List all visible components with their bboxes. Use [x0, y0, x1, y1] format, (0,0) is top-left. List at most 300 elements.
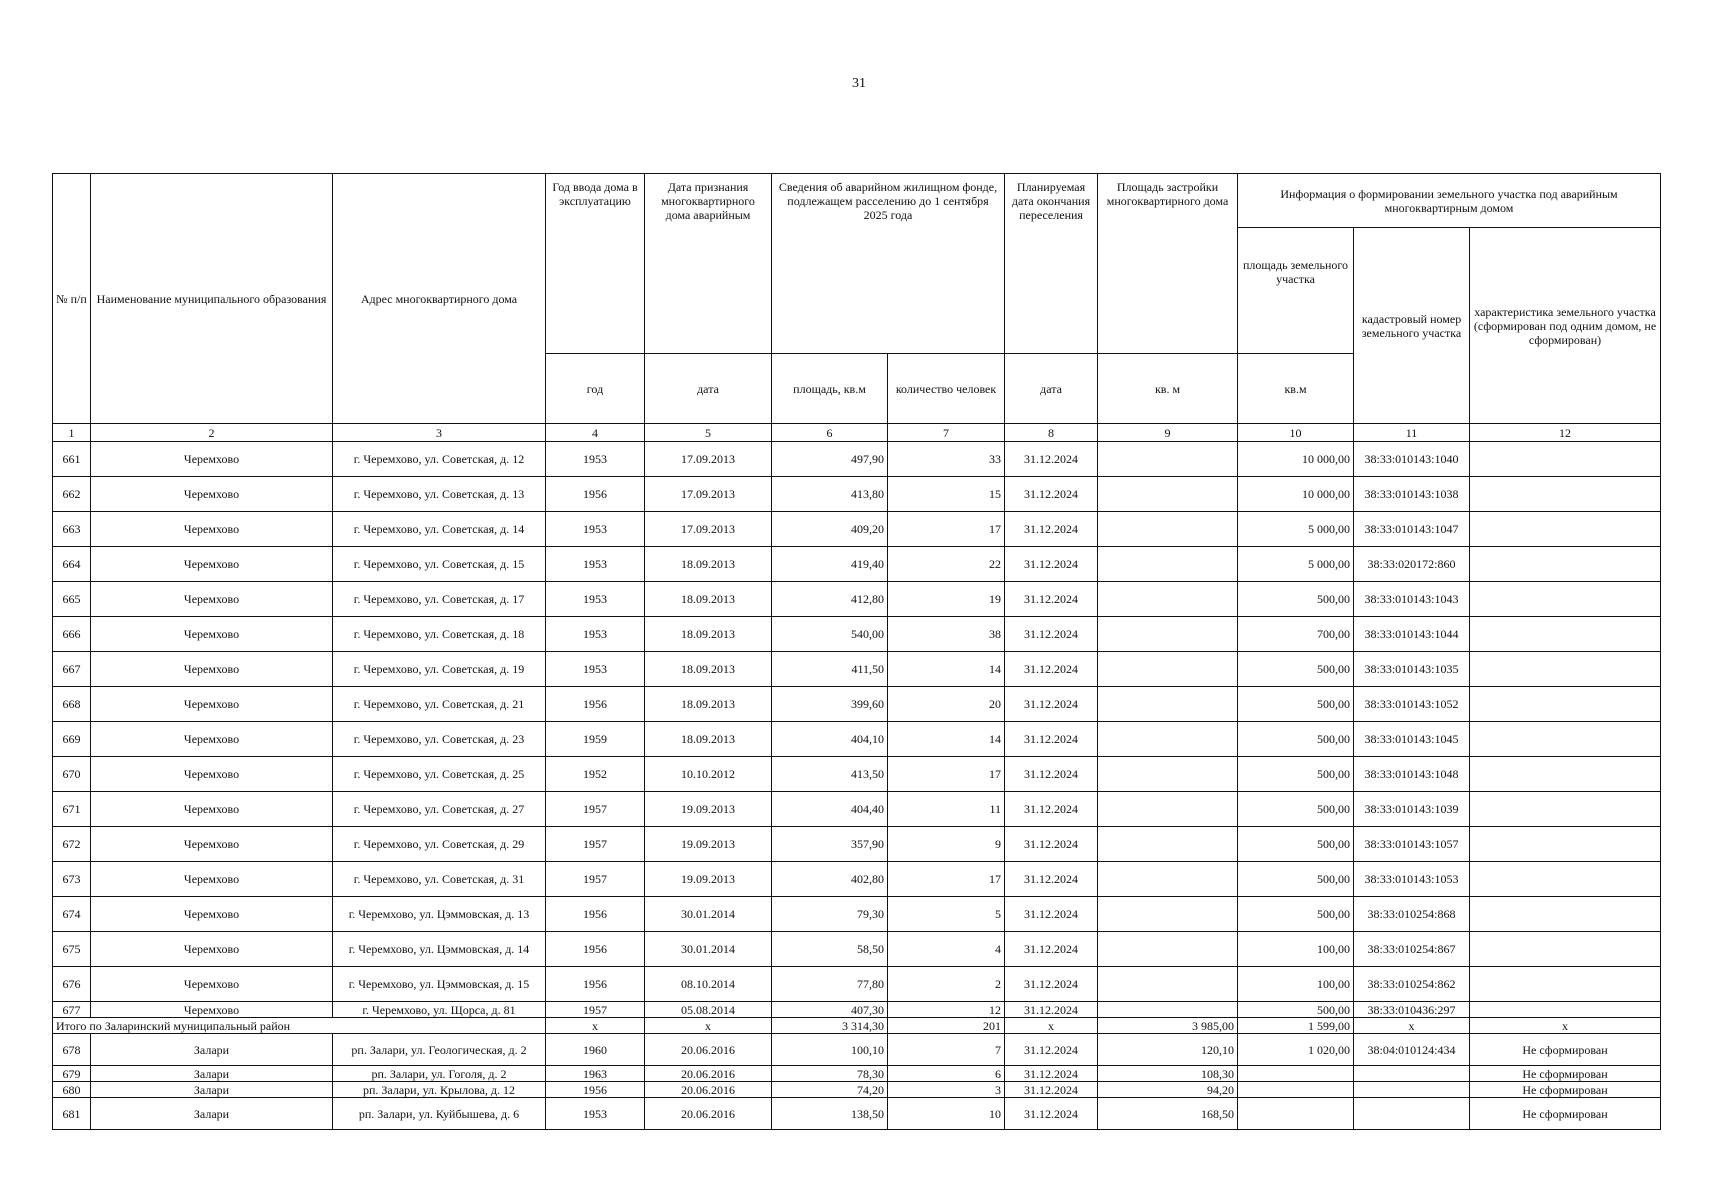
- cell-land-area: 500,00: [1238, 582, 1354, 617]
- cell-land-area: 500,00: [1238, 897, 1354, 932]
- cell-characteristic: [1470, 442, 1661, 477]
- header-year-commissioned: Год ввода дома в эксплуатацию: [546, 174, 645, 354]
- unit-end-date: дата: [1005, 354, 1098, 424]
- cell-municipality: Залари: [91, 1066, 333, 1082]
- cell-municipality: Черемхово: [91, 932, 333, 967]
- cell-people: 20: [888, 687, 1005, 722]
- header-number: № п/п: [53, 174, 91, 424]
- cell-end-date: 31.12.2024: [1005, 897, 1098, 932]
- cell-end-date: 31.12.2024: [1005, 652, 1098, 687]
- total-label: Итого по Заларинский муниципальный район: [53, 1018, 546, 1034]
- table-row: [53, 1066, 1661, 1082]
- table-row: [53, 652, 1661, 687]
- cell-area: 407,30: [772, 1002, 888, 1018]
- total-row: [53, 1018, 1661, 1034]
- cell-people: 14: [888, 722, 1005, 757]
- cell-address: г. Черемхово, ул. Цэммовская, д. 14: [333, 932, 546, 967]
- cell-building-area: [1098, 897, 1238, 932]
- cell-cadastral: 38:04:010124:434: [1354, 1034, 1470, 1066]
- cell-land-area: 500,00: [1238, 722, 1354, 757]
- cell-cadastral: 38:33:020172:860: [1354, 547, 1470, 582]
- cell-number: 673: [53, 862, 91, 897]
- cell-number: 668: [53, 687, 91, 722]
- column-number: 2: [91, 424, 333, 442]
- cell-people: 17: [888, 512, 1005, 547]
- unit-land-sqm: кв.м: [1238, 354, 1354, 424]
- cell-address: г. Черемхово, ул. Цэммовская, д. 15: [333, 967, 546, 1002]
- cell-address: рп. Залари, ул. Геологическая, д. 2: [333, 1034, 546, 1066]
- cell-municipality: Черемхово: [91, 442, 333, 477]
- cell-building-area: [1098, 967, 1238, 1002]
- cell-characteristic: [1470, 897, 1661, 932]
- cell-number: 661: [53, 442, 91, 477]
- cell-year: 1956: [546, 477, 645, 512]
- cell-people: 7: [888, 1034, 1005, 1066]
- cell-municipality: Черемхово: [91, 722, 333, 757]
- cell-area: 357,90: [772, 827, 888, 862]
- table-row: [53, 617, 1661, 652]
- total-year: x: [546, 1018, 645, 1034]
- cell-cadastral: 38:33:010436:297: [1354, 1002, 1470, 1018]
- cell-municipality: Черемхово: [91, 652, 333, 687]
- cell-land-area: 500,00: [1238, 1002, 1354, 1018]
- header-planned-end-date: Планируемая дата окончания переселения: [1005, 174, 1098, 354]
- cell-year: 1953: [546, 442, 645, 477]
- cell-cadastral: 38:33:010143:1035: [1354, 652, 1470, 687]
- cell-building-area: [1098, 827, 1238, 862]
- table-row: [53, 1002, 1661, 1018]
- column-numbers-row: [53, 424, 1661, 442]
- cell-end-date: 31.12.2024: [1005, 862, 1098, 897]
- cell-end-date: 31.12.2024: [1005, 827, 1098, 862]
- cell-building-area: [1098, 652, 1238, 687]
- cell-people: 6: [888, 1066, 1005, 1082]
- cell-number: 672: [53, 827, 91, 862]
- cell-characteristic: [1470, 652, 1661, 687]
- cell-year: 1957: [546, 827, 645, 862]
- header-emergency-fund-info: Сведения об аварийном жилищном фонде, подлежащем расселению до 1 сентября 2025 года: [772, 174, 1005, 354]
- cell-municipality: Черемхово: [91, 687, 333, 722]
- cell-address: г. Черемхово, ул. Советская, д. 27: [333, 792, 546, 827]
- cell-characteristic: [1470, 617, 1661, 652]
- cell-date: 20.06.2016: [645, 1034, 772, 1066]
- cell-people: 10: [888, 1098, 1005, 1130]
- cell-date: 18.09.2013: [645, 687, 772, 722]
- cell-cadastral: 38:33:010254:867: [1354, 932, 1470, 967]
- header-date-recognized: Дата признания многоквартирного дома аварийным: [645, 174, 772, 354]
- cell-date: 08.10.2014: [645, 967, 772, 1002]
- cell-area: 77,80: [772, 967, 888, 1002]
- page-number: 31: [852, 76, 866, 91]
- unit-date: дата: [645, 354, 772, 424]
- cell-area: 138,50: [772, 1098, 888, 1130]
- cell-municipality: Черемхово: [91, 512, 333, 547]
- column-number: 10: [1238, 424, 1354, 442]
- cell-land-area: 500,00: [1238, 862, 1354, 897]
- cell-building-area: [1098, 582, 1238, 617]
- column-number: 8: [1005, 424, 1098, 442]
- cell-end-date: 31.12.2024: [1005, 617, 1098, 652]
- cell-building-area: [1098, 757, 1238, 792]
- cell-people: 9: [888, 827, 1005, 862]
- cell-land-area: 500,00: [1238, 652, 1354, 687]
- total-date: x: [645, 1018, 772, 1034]
- cell-cadastral: 38:33:010143:1057: [1354, 827, 1470, 862]
- cell-year: 1956: [546, 1082, 645, 1098]
- cell-end-date: 31.12.2024: [1005, 687, 1098, 722]
- table-row: [53, 1098, 1661, 1130]
- cell-municipality: Черемхово: [91, 862, 333, 897]
- cell-cadastral: 38:33:010143:1048: [1354, 757, 1470, 792]
- cell-number: 667: [53, 652, 91, 687]
- cell-characteristic: [1470, 792, 1661, 827]
- cell-people: 15: [888, 477, 1005, 512]
- cell-land-area: 500,00: [1238, 757, 1354, 792]
- cell-municipality: Черемхово: [91, 477, 333, 512]
- cell-characteristic: Не сформирован: [1470, 1066, 1661, 1082]
- cell-municipality: Черемхово: [91, 1002, 333, 1018]
- header-building-area: Площадь застройки многоквартирного дома: [1098, 174, 1238, 354]
- cell-end-date: 31.12.2024: [1005, 1066, 1098, 1082]
- cell-number: 664: [53, 547, 91, 582]
- cell-characteristic: [1470, 967, 1661, 1002]
- cell-address: г. Черемхово, ул. Цэммовская, д. 13: [333, 897, 546, 932]
- cell-number: 662: [53, 477, 91, 512]
- cell-area: 100,10: [772, 1034, 888, 1066]
- cell-address: рп. Залари, ул. Крылова, д. 12: [333, 1082, 546, 1098]
- cell-date: 17.09.2013: [645, 512, 772, 547]
- cell-area: 74,20: [772, 1082, 888, 1098]
- total-end: x: [1005, 1018, 1098, 1034]
- column-number: 12: [1470, 424, 1661, 442]
- cell-cadastral: [1354, 1082, 1470, 1098]
- cell-address: г. Черемхово, ул. Советская, д. 17: [333, 582, 546, 617]
- total-people: 201: [888, 1018, 1005, 1034]
- column-number: 5: [645, 424, 772, 442]
- cell-land-area: 5 000,00: [1238, 547, 1354, 582]
- cell-area: 404,10: [772, 722, 888, 757]
- cell-municipality: Черемхово: [91, 582, 333, 617]
- cell-date: 17.09.2013: [645, 477, 772, 512]
- cell-land-area: 100,00: [1238, 967, 1354, 1002]
- cell-cadastral: 38:33:010143:1052: [1354, 687, 1470, 722]
- cell-characteristic: [1470, 862, 1661, 897]
- cell-year: 1963: [546, 1066, 645, 1082]
- cell-cadastral: 38:33:010143:1045: [1354, 722, 1470, 757]
- table-row: [53, 862, 1661, 897]
- cell-number: 676: [53, 967, 91, 1002]
- cell-municipality: Черемхово: [91, 617, 333, 652]
- cell-address: рп. Залари, ул. Гоголя, д. 2: [333, 1066, 546, 1082]
- cell-land-area: 500,00: [1238, 827, 1354, 862]
- cell-date: 20.06.2016: [645, 1082, 772, 1098]
- cell-area: 399,60: [772, 687, 888, 722]
- cell-year: 1956: [546, 967, 645, 1002]
- cell-address: г. Черемхово, ул. Советская, д. 14: [333, 512, 546, 547]
- cell-characteristic: [1470, 827, 1661, 862]
- cell-land-area: 700,00: [1238, 617, 1354, 652]
- cell-year: 1957: [546, 1002, 645, 1018]
- cell-address: г. Черемхово, ул. Советская, д. 29: [333, 827, 546, 862]
- cell-municipality: Черемхово: [91, 792, 333, 827]
- cell-number: 677: [53, 1002, 91, 1018]
- cell-date: 18.09.2013: [645, 582, 772, 617]
- cell-people: 17: [888, 862, 1005, 897]
- cell-area: 540,00: [772, 617, 888, 652]
- cell-building-area: 94,20: [1098, 1082, 1238, 1098]
- cell-number: 680: [53, 1082, 91, 1098]
- cell-date: 30.01.2014: [645, 932, 772, 967]
- cell-area: 78,30: [772, 1066, 888, 1082]
- header-land-plot-info: Информация о формировании земельного участка под аварийным многоквартирным домом: [1238, 174, 1661, 228]
- cell-people: 4: [888, 932, 1005, 967]
- cell-municipality: Черемхово: [91, 967, 333, 1002]
- cell-cadastral: [1354, 1098, 1470, 1130]
- cell-cadastral: 38:33:010254:868: [1354, 897, 1470, 932]
- column-number: 9: [1098, 424, 1238, 442]
- cell-date: 30.01.2014: [645, 897, 772, 932]
- cell-address: рп. Залари, ул. Куйбышева, д. 6: [333, 1098, 546, 1130]
- cell-year: 1953: [546, 1098, 645, 1130]
- header-address: Адрес многоквартирного дома: [333, 174, 546, 424]
- cell-year: 1956: [546, 897, 645, 932]
- table-row: [53, 442, 1661, 477]
- cell-end-date: 31.12.2024: [1005, 477, 1098, 512]
- cell-end-date: 31.12.2024: [1005, 442, 1098, 477]
- cell-year: 1956: [546, 687, 645, 722]
- cell-year: 1957: [546, 862, 645, 897]
- cell-cadastral: 38:33:010254:862: [1354, 967, 1470, 1002]
- cell-year: 1953: [546, 652, 645, 687]
- cell-end-date: 31.12.2024: [1005, 1098, 1098, 1130]
- cell-address: г. Черемхово, ул. Советская, д. 31: [333, 862, 546, 897]
- cell-land-area: 1 020,00: [1238, 1034, 1354, 1066]
- cell-date: 19.09.2013: [645, 862, 772, 897]
- cell-building-area: [1098, 932, 1238, 967]
- cell-building-area: [1098, 442, 1238, 477]
- table-row: [53, 967, 1661, 1002]
- unit-year: год: [546, 354, 645, 424]
- cell-characteristic: [1470, 512, 1661, 547]
- emergency-housing-table: [52, 173, 1661, 1130]
- cell-people: 3: [888, 1082, 1005, 1098]
- table-row: [53, 477, 1661, 512]
- cell-end-date: 31.12.2024: [1005, 547, 1098, 582]
- cell-building-area: [1098, 512, 1238, 547]
- cell-people: 38: [888, 617, 1005, 652]
- cell-number: 675: [53, 932, 91, 967]
- cell-characteristic: Не сформирован: [1470, 1098, 1661, 1130]
- cell-address: г. Черемхово, ул. Советская, д. 19: [333, 652, 546, 687]
- cell-number: 663: [53, 512, 91, 547]
- cell-people: 5: [888, 897, 1005, 932]
- cell-end-date: 31.12.2024: [1005, 1082, 1098, 1098]
- cell-cadastral: 38:33:010143:1040: [1354, 442, 1470, 477]
- cell-number: 666: [53, 617, 91, 652]
- cell-municipality: Залари: [91, 1082, 333, 1098]
- total-build: 3 985,00: [1098, 1018, 1238, 1034]
- cell-characteristic: Не сформирован: [1470, 1082, 1661, 1098]
- total-cad: x: [1354, 1018, 1470, 1034]
- table-row: [53, 547, 1661, 582]
- cell-characteristic: [1470, 722, 1661, 757]
- table-body: [53, 442, 1661, 1130]
- cell-cadastral: 38:33:010143:1043: [1354, 582, 1470, 617]
- cell-number: 678: [53, 1034, 91, 1066]
- cell-area: 413,80: [772, 477, 888, 512]
- cell-land-area: 10 000,00: [1238, 442, 1354, 477]
- cell-address: г. Черемхово, ул. Советская, д. 23: [333, 722, 546, 757]
- cell-characteristic: [1470, 687, 1661, 722]
- table-row: [53, 897, 1661, 932]
- cell-cadastral: 38:33:010143:1039: [1354, 792, 1470, 827]
- cell-people: 2: [888, 967, 1005, 1002]
- unit-people: количество человек: [888, 354, 1005, 424]
- cell-cadastral: 38:33:010143:1044: [1354, 617, 1470, 652]
- cell-address: г. Черемхово, ул. Советская, д. 12: [333, 442, 546, 477]
- cell-date: 10.10.2012: [645, 757, 772, 792]
- header-land-characteristic: характеристика земельного участка (сформирован под одним домом, не сформирован): [1470, 228, 1661, 424]
- table-row: [53, 1034, 1661, 1066]
- cell-year: 1956: [546, 932, 645, 967]
- cell-year: 1960: [546, 1034, 645, 1066]
- cell-number: 665: [53, 582, 91, 617]
- cell-number: 681: [53, 1098, 91, 1130]
- unit-building-sqm: кв. м: [1098, 354, 1238, 424]
- cell-building-area: 168,50: [1098, 1098, 1238, 1130]
- column-number: 6: [772, 424, 888, 442]
- cell-building-area: 120,10: [1098, 1034, 1238, 1066]
- cell-year: 1953: [546, 617, 645, 652]
- table-row: [53, 582, 1661, 617]
- cell-area: 497,90: [772, 442, 888, 477]
- cell-building-area: [1098, 722, 1238, 757]
- cell-area: 79,30: [772, 897, 888, 932]
- cell-building-area: [1098, 687, 1238, 722]
- cell-date: 19.09.2013: [645, 827, 772, 862]
- cell-cadastral: 38:33:010143:1047: [1354, 512, 1470, 547]
- cell-address: г. Черемхово, ул. Советская, д. 21: [333, 687, 546, 722]
- cell-year: 1953: [546, 582, 645, 617]
- cell-number: 679: [53, 1066, 91, 1082]
- table-header: [53, 174, 1661, 442]
- cell-date: 20.06.2016: [645, 1098, 772, 1130]
- cell-end-date: 31.12.2024: [1005, 757, 1098, 792]
- cell-land-area: 100,00: [1238, 932, 1354, 967]
- header-land-area: площадь земельного участка: [1238, 228, 1354, 354]
- cell-building-area: [1098, 547, 1238, 582]
- table-wrapper: [52, 173, 1660, 1130]
- cell-area: 419,40: [772, 547, 888, 582]
- cell-building-area: [1098, 862, 1238, 897]
- cell-address: г. Черемхово, ул. Щорса, д. 81: [333, 1002, 546, 1018]
- total-area: 3 314,30: [772, 1018, 888, 1034]
- cell-year: 1953: [546, 512, 645, 547]
- cell-land-area: 10 000,00: [1238, 477, 1354, 512]
- total-char: x: [1470, 1018, 1661, 1034]
- cell-end-date: 31.12.2024: [1005, 1002, 1098, 1018]
- cell-municipality: Черемхово: [91, 827, 333, 862]
- cell-date: 20.06.2016: [645, 1066, 772, 1082]
- cell-municipality: Залари: [91, 1098, 333, 1130]
- cell-building-area: [1098, 617, 1238, 652]
- cell-building-area: 108,30: [1098, 1066, 1238, 1082]
- table-row: [53, 512, 1661, 547]
- cell-end-date: 31.12.2024: [1005, 932, 1098, 967]
- cell-building-area: [1098, 477, 1238, 512]
- header-cadastral-number: кадастровый номер земельного участка: [1354, 228, 1470, 424]
- cell-end-date: 31.12.2024: [1005, 722, 1098, 757]
- cell-area: 411,50: [772, 652, 888, 687]
- cell-address: г. Черемхово, ул. Советская, д. 18: [333, 617, 546, 652]
- cell-date: 18.09.2013: [645, 617, 772, 652]
- column-number: 7: [888, 424, 1005, 442]
- cell-year: 1957: [546, 792, 645, 827]
- cell-building-area: [1098, 1002, 1238, 1018]
- cell-land-area: [1238, 1082, 1354, 1098]
- cell-land-area: [1238, 1098, 1354, 1130]
- cell-date: 18.09.2013: [645, 652, 772, 687]
- unit-area: площадь, кв.м: [772, 354, 888, 424]
- cell-area: 409,20: [772, 512, 888, 547]
- table-row: [53, 827, 1661, 862]
- cell-cadastral: 38:33:010143:1053: [1354, 862, 1470, 897]
- cell-characteristic: [1470, 1002, 1661, 1018]
- cell-date: 17.09.2013: [645, 442, 772, 477]
- cell-people: 19: [888, 582, 1005, 617]
- cell-end-date: 31.12.2024: [1005, 792, 1098, 827]
- cell-number: 669: [53, 722, 91, 757]
- table-row: [53, 722, 1661, 757]
- cell-characteristic: [1470, 477, 1661, 512]
- cell-characteristic: [1470, 757, 1661, 792]
- cell-number: 670: [53, 757, 91, 792]
- cell-land-area: 5 000,00: [1238, 512, 1354, 547]
- cell-characteristic: [1470, 582, 1661, 617]
- cell-area: 413,50: [772, 757, 888, 792]
- cell-people: 11: [888, 792, 1005, 827]
- cell-year: 1952: [546, 757, 645, 792]
- cell-date: 05.08.2014: [645, 1002, 772, 1018]
- cell-year: 1953: [546, 547, 645, 582]
- table-row: [53, 757, 1661, 792]
- cell-characteristic: [1470, 932, 1661, 967]
- cell-address: г. Черемхово, ул. Советская, д. 13: [333, 477, 546, 512]
- cell-characteristic: [1470, 547, 1661, 582]
- cell-municipality: Черемхово: [91, 757, 333, 792]
- table-row: [53, 687, 1661, 722]
- cell-address: г. Черемхово, ул. Советская, д. 15: [333, 547, 546, 582]
- cell-building-area: [1098, 792, 1238, 827]
- cell-people: 17: [888, 757, 1005, 792]
- cell-characteristic: Не сформирован: [1470, 1034, 1661, 1066]
- cell-land-area: [1238, 1066, 1354, 1082]
- cell-number: 671: [53, 792, 91, 827]
- column-number: 3: [333, 424, 546, 442]
- cell-people: 22: [888, 547, 1005, 582]
- cell-end-date: 31.12.2024: [1005, 582, 1098, 617]
- cell-cadastral: 38:33:010143:1038: [1354, 477, 1470, 512]
- total-land: 1 599,00: [1238, 1018, 1354, 1034]
- cell-year: 1959: [546, 722, 645, 757]
- cell-end-date: 31.12.2024: [1005, 512, 1098, 547]
- cell-land-area: 500,00: [1238, 687, 1354, 722]
- cell-end-date: 31.12.2024: [1005, 1034, 1098, 1066]
- cell-area: 402,80: [772, 862, 888, 897]
- cell-area: 412,80: [772, 582, 888, 617]
- cell-area: 58,50: [772, 932, 888, 967]
- table-row: [53, 932, 1661, 967]
